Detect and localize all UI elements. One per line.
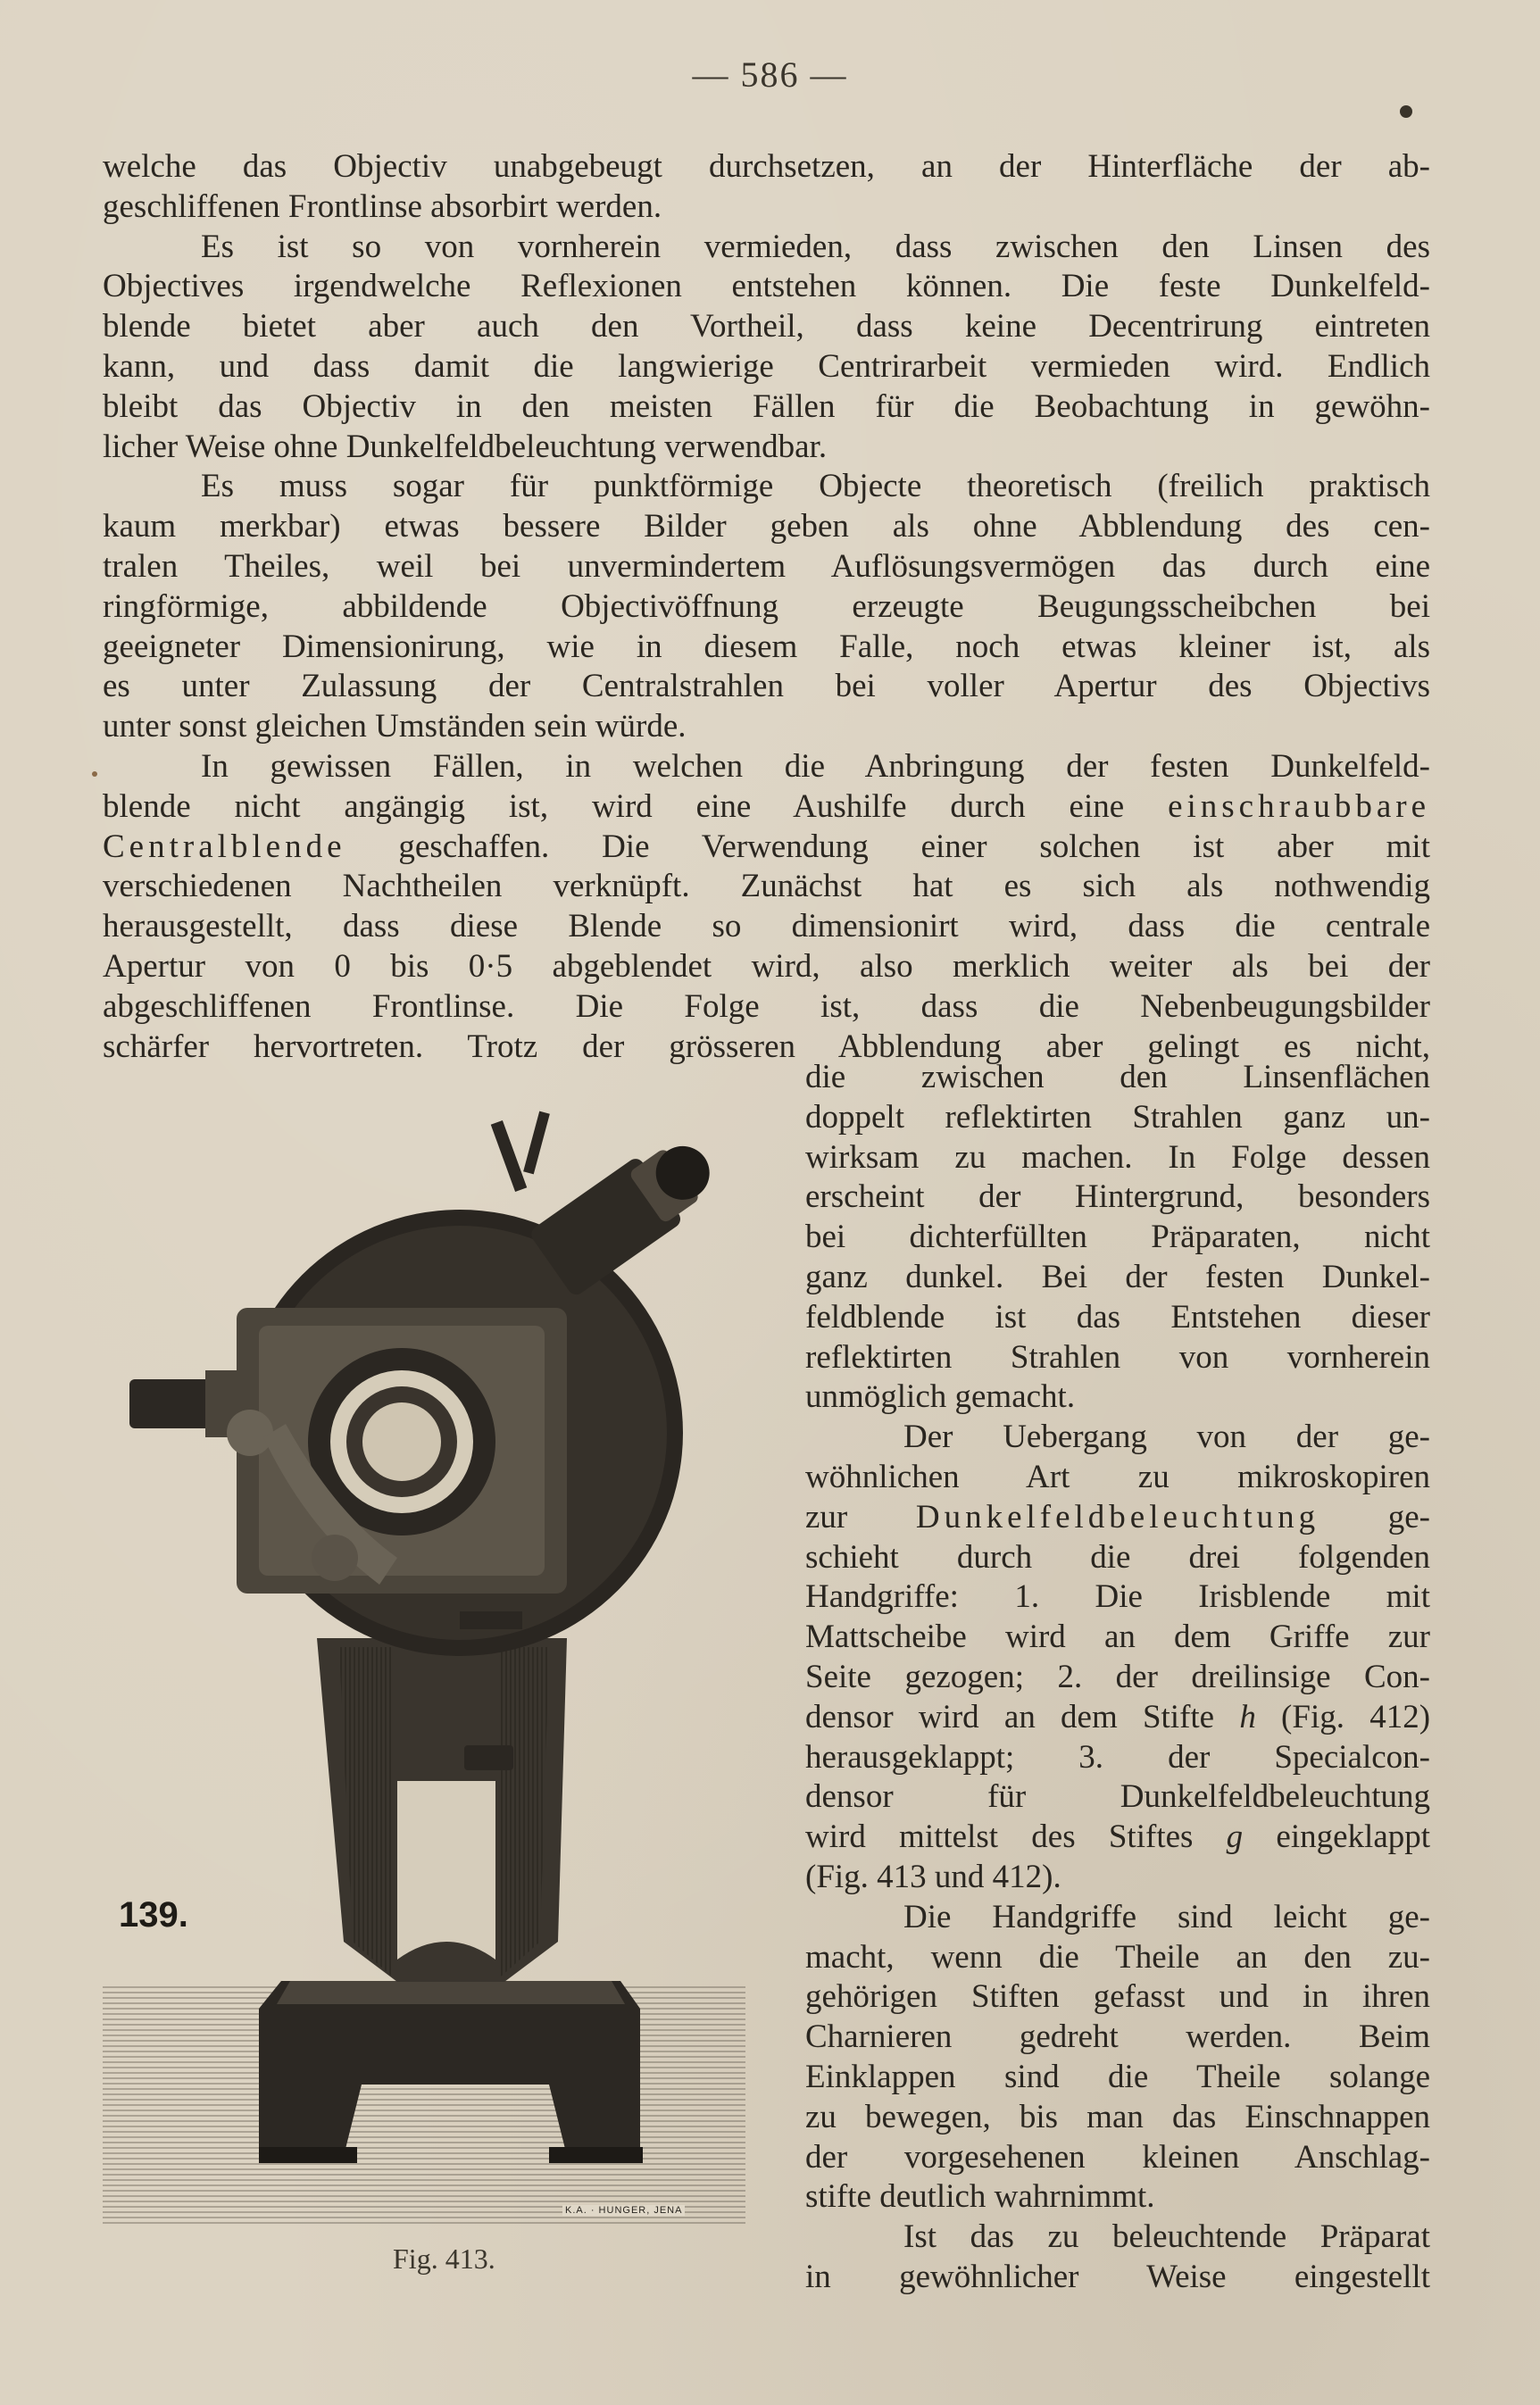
ink-dot	[1400, 105, 1412, 118]
text-line: welche das Objectiv unabgebeugt durchsetzen, an der Hinterfläche der ab-	[103, 148, 1430, 185]
text-line: densor wird an dem Stifte h (Fig. 412)	[805, 1698, 1431, 1735]
text-line: Es muss sogar für punktförmige Objecte theoretisch (freilich praktisch	[201, 468, 1430, 505]
text-line: unmöglich gemacht.	[805, 1378, 1076, 1416]
text-line: In gewissen Fällen, in welchen die Anbringung der festen Dunkelfeld-	[201, 747, 1430, 785]
text-line: zu bewegen, bis man das Einschnappen	[805, 2098, 1430, 2135]
main-text	[103, 147, 1430, 1067]
italic-letter: h	[1239, 1698, 1256, 1735]
text-line: es unter Zulassung der Centralstrahlen bei voller Apertur des Objectivs	[103, 668, 1430, 705]
text-line: zur Dunkelfeldbeleuchtung ge-	[805, 1498, 1430, 1535]
text-line: Einklappen sind die Theile solange	[805, 2058, 1430, 2095]
text-line: wöhnlichen Art zu mikroskopiren	[805, 1458, 1430, 1495]
text-line: tralen Theiles, weil bei unvermindertem Auflösungsvermögen das durch eine	[103, 547, 1430, 585]
text-line: (Fig. 413 und 412).	[805, 1858, 1061, 1895]
text-line: unter sonst gleichen Umständen sein würde.	[103, 708, 687, 745]
spaced-term: Centralblende	[103, 828, 346, 865]
text-line: die zwischen den Linsenflächen	[805, 1059, 1430, 1095]
text-line: verschiedenen Nachtheilen verknüpft. Zunächst hat es sich als nothwendig	[103, 868, 1430, 905]
text-line: Objectives irgendwelche Reflexionen entstehen können. Die feste Dunkelfeld-	[103, 268, 1430, 305]
text-line: Es ist so von vornherein vermieden, dass zwischen den Linsen des	[201, 228, 1430, 265]
text-line: reflektirten Strahlen von vornherein	[805, 1338, 1430, 1376]
text-line: Die Handgriffe sind leicht ge-	[903, 1898, 1430, 1935]
text-line: stifte deutlich wahrnimmt.	[805, 2178, 1155, 2216]
spaced-term: Dunkelfeldbeleuchtung	[915, 1498, 1320, 1535]
text-line: bei dichterfüllten Präparaten, nicht	[805, 1219, 1430, 1256]
text-line: geschliffenen Frontlinse absorbirt werden.	[103, 187, 662, 225]
figure-caption: Fig. 413.	[393, 2243, 495, 2275]
text-line: erscheint der Hintergrund, besonders	[805, 1178, 1430, 1216]
text-line: licher Weise ohne Dunkelfeldbeleuchtung verwendbar.	[103, 428, 828, 465]
text-line: der vorgesehenen kleinen Anschlag-	[805, 2138, 1430, 2176]
text-line: Centralblende geschaffen. Die Verwendung einer solchen ist aber mit	[103, 828, 1430, 865]
text-line: schieht durch die drei folgenden	[805, 1538, 1430, 1576]
text-line: gehörigen Stiften gefasst und in ihren	[805, 1978, 1430, 2016]
text-line: wird mittelst des Stiftes g eingeklappt	[805, 1818, 1431, 1856]
text-line: Mattscheibe wird an dem Griffe zur	[805, 1619, 1430, 1656]
text-line: ringförmige, abbildende Objectivöffnung erzeugte Beugungsscheibchen bei	[103, 587, 1430, 625]
text-line: doppelt reflektirten Strahlen ganz un-	[805, 1098, 1430, 1136]
text-line: macht, wenn die Theile an den zu-	[805, 1938, 1430, 1976]
text-line: densor für Dunkelfeldbeleuchtung	[805, 1778, 1430, 1816]
column-text	[805, 1058, 1430, 2298]
text-line: kann, und dass damit die langwierige Centrirarbeit vermieden wird. Endlich	[103, 347, 1430, 385]
text-line: Handgriffe: 1. Die Irisblende mit	[805, 1578, 1430, 1616]
text-line: abgeschliffenen Frontlinse. Die Folge ist, dass die Nebenbeugungsbilder	[103, 987, 1430, 1025]
text-line: in gewöhnlicher Weise eingestellt	[805, 2258, 1430, 2295]
text-line: geeigneter Dimensionirung, wie in diesem Falle, noch etwas kleiner ist, als	[103, 628, 1430, 665]
microscope-condenser-engraving-icon	[103, 1085, 781, 2245]
ink-speck	[92, 771, 97, 777]
text-line: Charnieren gedreht werden. Beim	[805, 2018, 1430, 2056]
spaced-term: einschraubbare	[1168, 787, 1431, 825]
italic-letter: g	[1226, 1818, 1244, 1856]
text-line: kaum merkbar) etwas bessere Bilder geben als ohne Abblendung des cen-	[103, 508, 1430, 545]
text-line: Ist das zu beleuchtende Präparat	[903, 2218, 1430, 2256]
text-line: herausgeklappt; 3. der Specialcon-	[805, 1738, 1430, 1776]
page-number: — 586 —	[692, 54, 848, 95]
text-line: blende bietet aber auch den Vortheil, dass keine Decentrirung eintreten	[103, 308, 1430, 345]
text-line: wirksam zu machen. In Folge dessen	[805, 1138, 1430, 1176]
text-line: Apertur von 0 bis 0·5 abgeblendet wird, also merklich weiter als bei der	[103, 947, 1430, 985]
text-line: blende nicht angängig ist, wird eine Aushilfe durch eine einschraubbare	[103, 787, 1431, 825]
text-line: feldblende ist das Entstehen dieser	[805, 1298, 1430, 1336]
text-line: Der Uebergang von der ge-	[903, 1419, 1430, 1456]
text-line: Seite gezogen; 2. der dreilinsige Con-	[805, 1658, 1430, 1695]
text-line: herausgestellt, dass diese Blende so dimensionirt wird, dass die centrale	[103, 908, 1430, 945]
figure-number: 139.	[119, 1895, 188, 1935]
text-line: bleibt das Objectiv in den meisten Fällen für die Beobachtung in gewöhn-	[103, 387, 1430, 425]
engraver-signature: K.A. · HUNGER, JENA	[562, 2205, 685, 2216]
text-line: ganz dunkel. Bei der festen Dunkel-	[805, 1258, 1430, 1295]
figure-413	[103, 1085, 781, 2245]
text-line: schärfer hervortreten. Trotz der grösseren Abblendung aber gelingt es nicht,	[103, 1028, 1430, 1065]
